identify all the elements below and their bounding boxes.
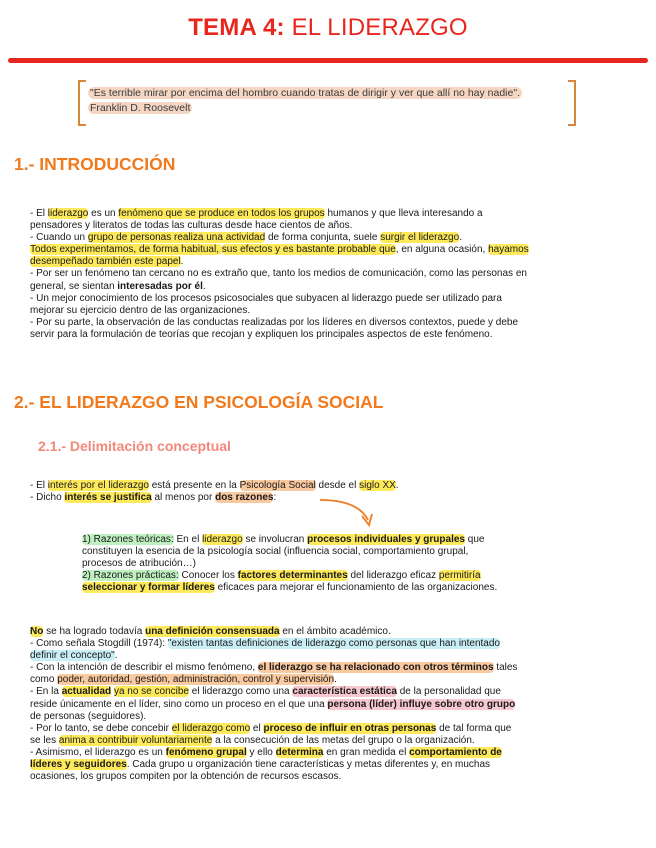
text-span: .	[202, 280, 206, 292]
text-span: de personas (seguidores).	[30, 710, 147, 722]
text-span: se ha logrado todavía	[43, 626, 146, 637]
text-span: persona (líder) influye sobre otro grupo	[327, 698, 516, 710]
text-line	[30, 293, 630, 305]
text-span: .	[334, 674, 337, 686]
text-line	[30, 674, 630, 686]
text-line	[30, 329, 630, 341]
section-heading-introduccion: 1.- INTRODUCCIÓN	[14, 154, 176, 174]
text-span: el liderazgo como	[171, 722, 251, 734]
title-rest: EL LIDERAZGO	[284, 14, 468, 41]
text-span: servir para la formulación de teorías que recojan y expliquen los principales aspectos de este fenómeno.	[30, 328, 493, 340]
text-span: reside únicamente en el líder, sino como un proceso en el que una	[30, 698, 328, 710]
text-line	[30, 747, 630, 759]
text-line	[30, 305, 630, 317]
text-span: está presente en la	[148, 480, 240, 491]
text-span: humanos y que lleva interesando a	[324, 208, 483, 219]
text-span: el liderazgo se ha relacionado con otros términos	[257, 662, 494, 674]
text-span: - Por ser un fenómeno tan cercano no es extraño que, tanto los medios de comunicación, como las personas en	[30, 268, 527, 280]
text-line	[82, 570, 602, 582]
text-span: como	[30, 674, 58, 686]
text-line	[82, 534, 602, 546]
text-span: surgir el liderazgo	[380, 232, 460, 244]
text-span: determina	[275, 746, 324, 758]
text-span: tales	[493, 662, 518, 674]
text-span: factores determinantes	[237, 570, 348, 582]
quote-author: Franklin D. Roosevelt	[90, 102, 191, 114]
text-span: permitiría	[438, 570, 481, 582]
text-line	[82, 558, 602, 570]
text-line	[30, 626, 630, 638]
text-span: desempeñado también este papel	[30, 256, 181, 268]
text-span: en el ámbito académico.	[279, 626, 391, 637]
text-span: .	[459, 232, 462, 244]
quote-text	[88, 86, 522, 116]
text-span: Psicología Social	[239, 480, 316, 491]
text-line	[30, 735, 630, 747]
text-line	[30, 244, 630, 256]
text-span: dos razones	[215, 492, 274, 504]
text-span: se les	[30, 734, 59, 746]
text-span: procesos de atribución…)	[82, 558, 196, 570]
text-line	[30, 771, 630, 783]
text-span: - En la	[30, 686, 62, 698]
text-span: - El	[30, 480, 48, 491]
text-span: - Como señala Stogdill (1974):	[30, 638, 168, 650]
section-heading-psicologia-social: 2.- EL LIDERAZGO EN PSICOLOGÍA SOCIAL	[14, 392, 384, 412]
text-span: desde el	[315, 480, 360, 491]
text-span: de la personalidad que	[396, 686, 501, 698]
text-span: comportamiento de	[409, 746, 502, 758]
text-span: sus efectos y es bastante probable que	[221, 244, 396, 256]
text-span: liderazgo	[47, 208, 89, 219]
text-span: seleccionar y formar líderes	[82, 582, 215, 594]
text-span: Conocer los	[178, 570, 238, 582]
text-line	[82, 582, 602, 594]
text-span: interés por el liderazgo	[47, 480, 149, 491]
text-span: eficaces para mejorar el funcionamiento de las organizaciones.	[214, 582, 498, 594]
text-span: al menos por	[151, 492, 216, 504]
quote-bracket-right	[568, 80, 576, 126]
text-line	[30, 723, 630, 735]
text-span: .	[180, 256, 184, 268]
text-span: pensadores y literatos de todas las culturas desde hace cientos de años.	[30, 220, 353, 232]
text-span: a la consecución de las metas del grupo o la organización.	[212, 734, 475, 746]
text-line	[30, 759, 630, 771]
text-span: es un	[88, 208, 119, 219]
text-span: - El	[30, 208, 48, 219]
text-line	[30, 638, 630, 650]
text-span: . Cada grupo u organización tiene características y metas diferentes y, en muchas	[126, 759, 491, 771]
text-span: .	[395, 480, 399, 491]
text-span: - Con la intención de describir el mismo fenómeno,	[30, 662, 258, 674]
text-span: - Un mejor conocimiento de los procesos psicosociales que subyacen al liderazgo puede ser utilizado para	[30, 292, 502, 304]
subsection-heading-delimitacion: 2.1.- Delimitación conceptual	[38, 438, 231, 454]
text-span: siglo XX	[359, 480, 396, 491]
text-span: poder, autoridad, gestión, administración, control y supervisión	[57, 674, 335, 686]
text-span: hayamos	[488, 244, 529, 256]
page-title	[0, 14, 656, 42]
text-span: - Cuando un	[30, 232, 88, 244]
text-span: el liderazgo como una	[189, 686, 293, 698]
text-span: general, se sientan	[30, 280, 118, 292]
text-span: 2) Razones prácticas:	[82, 570, 179, 582]
text-span: constituyen la esencia de la psicología social (influencia social, comportamiento grupal,	[82, 546, 469, 558]
text-span: fenómeno grupal	[165, 746, 247, 758]
quote-line: "Es terrible mirar por encima del hombro cuando tratas de dirigir y ver que allí no hay nadie".	[90, 87, 520, 99]
text-span: - Por lo tanto, se debe concebir	[30, 722, 172, 734]
text-line	[30, 686, 630, 698]
text-span: anima a contribuir voluntariamente	[58, 734, 213, 746]
text-span: ocasiones, los grupos compiten por la obtención de recursos escasos.	[30, 771, 342, 783]
text-span: el	[250, 722, 264, 734]
text-span: Todos experimentamos, de forma habitual,	[30, 244, 222, 256]
text-span: que	[465, 534, 485, 545]
text-line	[30, 317, 630, 329]
text-span: se involucran	[242, 534, 308, 545]
text-line	[30, 232, 630, 244]
text-line	[30, 699, 630, 711]
text-line	[82, 546, 602, 558]
text-span: - Dicho	[30, 492, 65, 504]
text-span: interesadas por él	[117, 280, 203, 292]
text-span: líderes y seguidores	[30, 759, 127, 771]
text-span: - Asimismo, el liderazgo es un	[30, 746, 166, 758]
title-bold: TEMA 4:	[188, 14, 285, 41]
curved-arrow-icon	[318, 496, 378, 532]
text-span: actualidad	[61, 686, 112, 698]
text-span: y ello	[246, 746, 276, 758]
text-span: "existen tantas definiciones de liderazgo como personas que han intentado	[167, 638, 500, 650]
text-span: :	[273, 492, 277, 504]
text-line	[30, 662, 630, 674]
text-span: mejorar su ejercicio dentro de las organizaciones.	[30, 304, 251, 316]
text-span: No	[30, 626, 44, 637]
text-span: 1) Razones teóricas:	[82, 534, 174, 545]
text-line	[30, 281, 630, 293]
text-span: característica estática	[292, 686, 397, 698]
text-line	[30, 256, 630, 268]
text-span: proceso de influir en otras personas	[263, 722, 437, 734]
quote-box	[78, 80, 576, 126]
text-line	[30, 480, 630, 492]
text-span: ya no se concibe	[113, 686, 189, 698]
text-span: liderazgo	[202, 534, 243, 545]
text-span: una definición consensuada	[145, 626, 280, 637]
title-divider	[8, 58, 648, 63]
text-span: de tal forma que	[436, 722, 512, 734]
text-span: , en alguna ocasión,	[395, 244, 489, 256]
text-span: - Por su parte, la observación de las conductas realizadas por los líderes en diversos contextos, puede y debe	[30, 316, 519, 328]
text-span: interés se justifica	[64, 492, 152, 504]
text-line	[30, 711, 630, 723]
text-line	[30, 268, 630, 280]
text-span: en gran medida el	[323, 746, 410, 758]
text-span: procesos individuales y grupales	[307, 534, 465, 545]
text-span: de forma conjunta, suele	[265, 232, 381, 244]
quote-bracket-left	[78, 80, 86, 126]
section2-body	[30, 626, 630, 783]
text-span: grupo de personas realiza una actividad	[87, 232, 266, 244]
text-span: fenómeno que se produce en todos los grupos	[118, 208, 325, 219]
section1-body	[30, 208, 630, 341]
reasons-list	[82, 534, 602, 594]
text-span: En el	[173, 534, 203, 545]
text-line	[30, 650, 630, 662]
text-span: del liderazgo eficaz	[347, 570, 439, 582]
text-span: .	[114, 650, 118, 662]
text-line	[30, 220, 630, 232]
text-span: definir el concepto"	[30, 650, 115, 662]
text-line	[30, 208, 630, 220]
